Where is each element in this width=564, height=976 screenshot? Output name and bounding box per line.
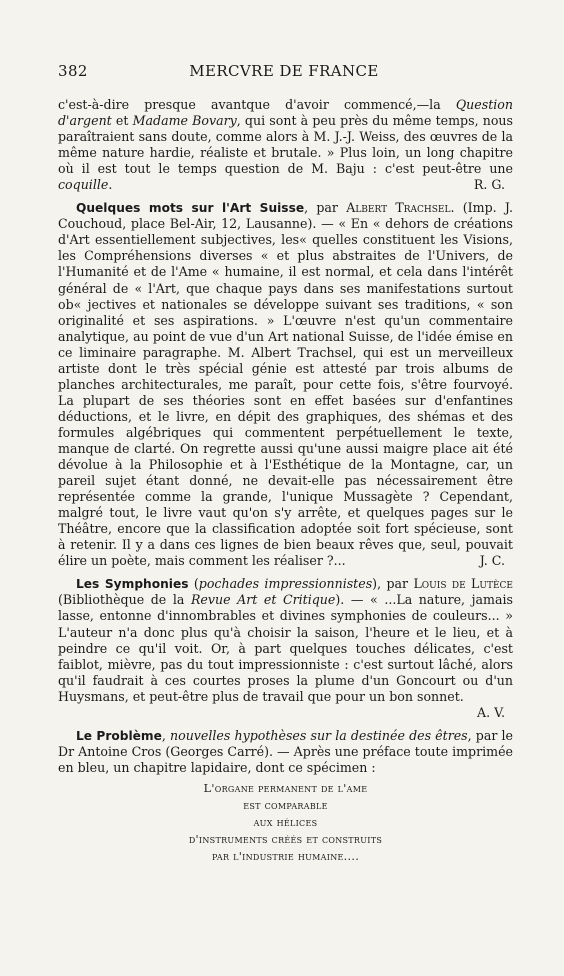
entry-italic: coquille — [58, 177, 109, 193]
review-entry — [58, 200, 513, 569]
entry-text: ), par — [372, 576, 414, 592]
quote-line: est comparable — [243, 798, 328, 812]
entry-publication: Revue Art et Critique — [190, 592, 336, 608]
entry-text: (Bibliothèque de la — [58, 592, 191, 608]
entry-body: ). — « ...La nature, jamais lasse, entonne d'innombrables et divines symphonies de couleurs... » L'auteur n'a donc plus qu'à choisir la saison, l'heure et le lieu, et à peindre ce qu'il voit. Or, à part quelques touches délicates, c'est faiblot, mièvre, pas du tout impressionniste : c'est surtout lâché, alors qu'il faudrait à ces courtes proses la plume d'un Goncourt ou d'un Huysmans, et peut-être plus de travail que pour un bon sonnet. — [58, 592, 513, 704]
entry-subtitle: nouvelles hypothèses sur la destinée des êtres — [170, 727, 468, 743]
page-header — [58, 62, 510, 84]
quote-line: L'organe permanent de l'ame — [203, 781, 368, 795]
review-entry — [58, 576, 513, 720]
page-number: 382 — [58, 62, 88, 80]
entry-title: Quelques mots sur l'Art Suisse — [76, 201, 305, 216]
entry-continuation — [58, 97, 513, 193]
entry-text: ( — [188, 576, 199, 592]
entry-body: . (Imp. J. Couchoud, place Bel-Air, 12, Lausanne). — « En « dehors de créations d'Art essentiellement subjectives, les« quelles constituent les Visions, les Compréhensions diverses « et plus abstraites de l'Univers, de l'Humanité et de l'Ame « humaine, il est normal, et cela dans l'intérêt général de « l'Art, que chaque pays dans ses manifestations surtout ob« jectives et nationales se développe suivant ses traditions, « son originalité et ses aspirations. » L'œuvre n'est qu'un commentaire analytique, au point de vue d'un Art national Suisse, de l'idée émise en ce liminaire paragraphe. M. Albert Trachsel, qui est un merveilleux artiste dont le très spécial génie est attesté par trois albums de planches architecturales, me paraît, pour cette fois, s'être fourvoyé. La plupart de ses théories sont en effet basées sur d'enfantines déductions, et le livre, en dépit des graphiques, des shémas et des formules algébriques qui commentent perpétuellement le texte, manque de clarté. On regrette aussi qu'une aussi maigre place ait été dévolue à la Philosophie et à l'Esthétique de la Montagne, car, un pareil sujet étant donné, ne devait-elle pas nécessairement être représentée comme la grande, l'unique Mussagète ? Cependant, malgré tout, le livre vaut qu'on s'y arrête, et quelques pages sur le Théâtre, encore que la classification adoptée soit fort spécieuse, sont à retenir. Il y a dans ces lignes de bien beaux rêves que, seul, pouvait élire un poète, mais comment les réaliser ?... — [58, 200, 513, 569]
entry-subtitle: pochades impressionnistes — [198, 576, 373, 592]
entry-author: Albert Trachsel — [346, 200, 451, 216]
running-title: MERCVRE DE FRANCE — [189, 62, 379, 80]
entry-author: Louis de Lutèce — [413, 576, 513, 592]
entry-body: , par le Dr Antoine Cros (Georges Carré). — Après une préface toute imprimée en bleu, un chapitre lapidaire, dont ce spécimen : — [58, 727, 513, 775]
entry-signature: R. G. — [473, 177, 505, 193]
entry-text: . — [108, 177, 113, 193]
entry-text: , par — [304, 200, 347, 216]
review-entry — [58, 728, 513, 776]
quote-line: par l'industrie humaine.... — [211, 849, 360, 863]
entry-title: Les Symphonies — [76, 577, 189, 592]
entry-italic: Madame Bovary — [132, 113, 237, 129]
quote-line: aux hélices — [253, 815, 318, 829]
entry-text: c'est-à-dire presque avantque d'avoir commencé,—la — [58, 97, 456, 112]
quote-line: d'instruments créés et construits — [188, 832, 383, 846]
entry-signature: A. V. — [477, 704, 505, 720]
entry-text: , — [161, 727, 170, 743]
entry-italic: Question d'argent — [58, 97, 513, 129]
body-text — [58, 97, 513, 865]
entry-text: et — [111, 113, 133, 129]
entry-title: Le Problème — [76, 728, 162, 743]
quote-block — [58, 780, 513, 865]
entry-text: , qui sont à peu près du même temps, nous paraîtraient sans doute, comme alors à M. J.-J. Weiss, des œuvres de la même nature hardie, réaliste et brutale. » Plus loin, un long chapitre où il est tout le temps question de M. Baju : c'est peut-être une — [58, 113, 514, 177]
entry-signature: J. C. — [479, 553, 505, 569]
